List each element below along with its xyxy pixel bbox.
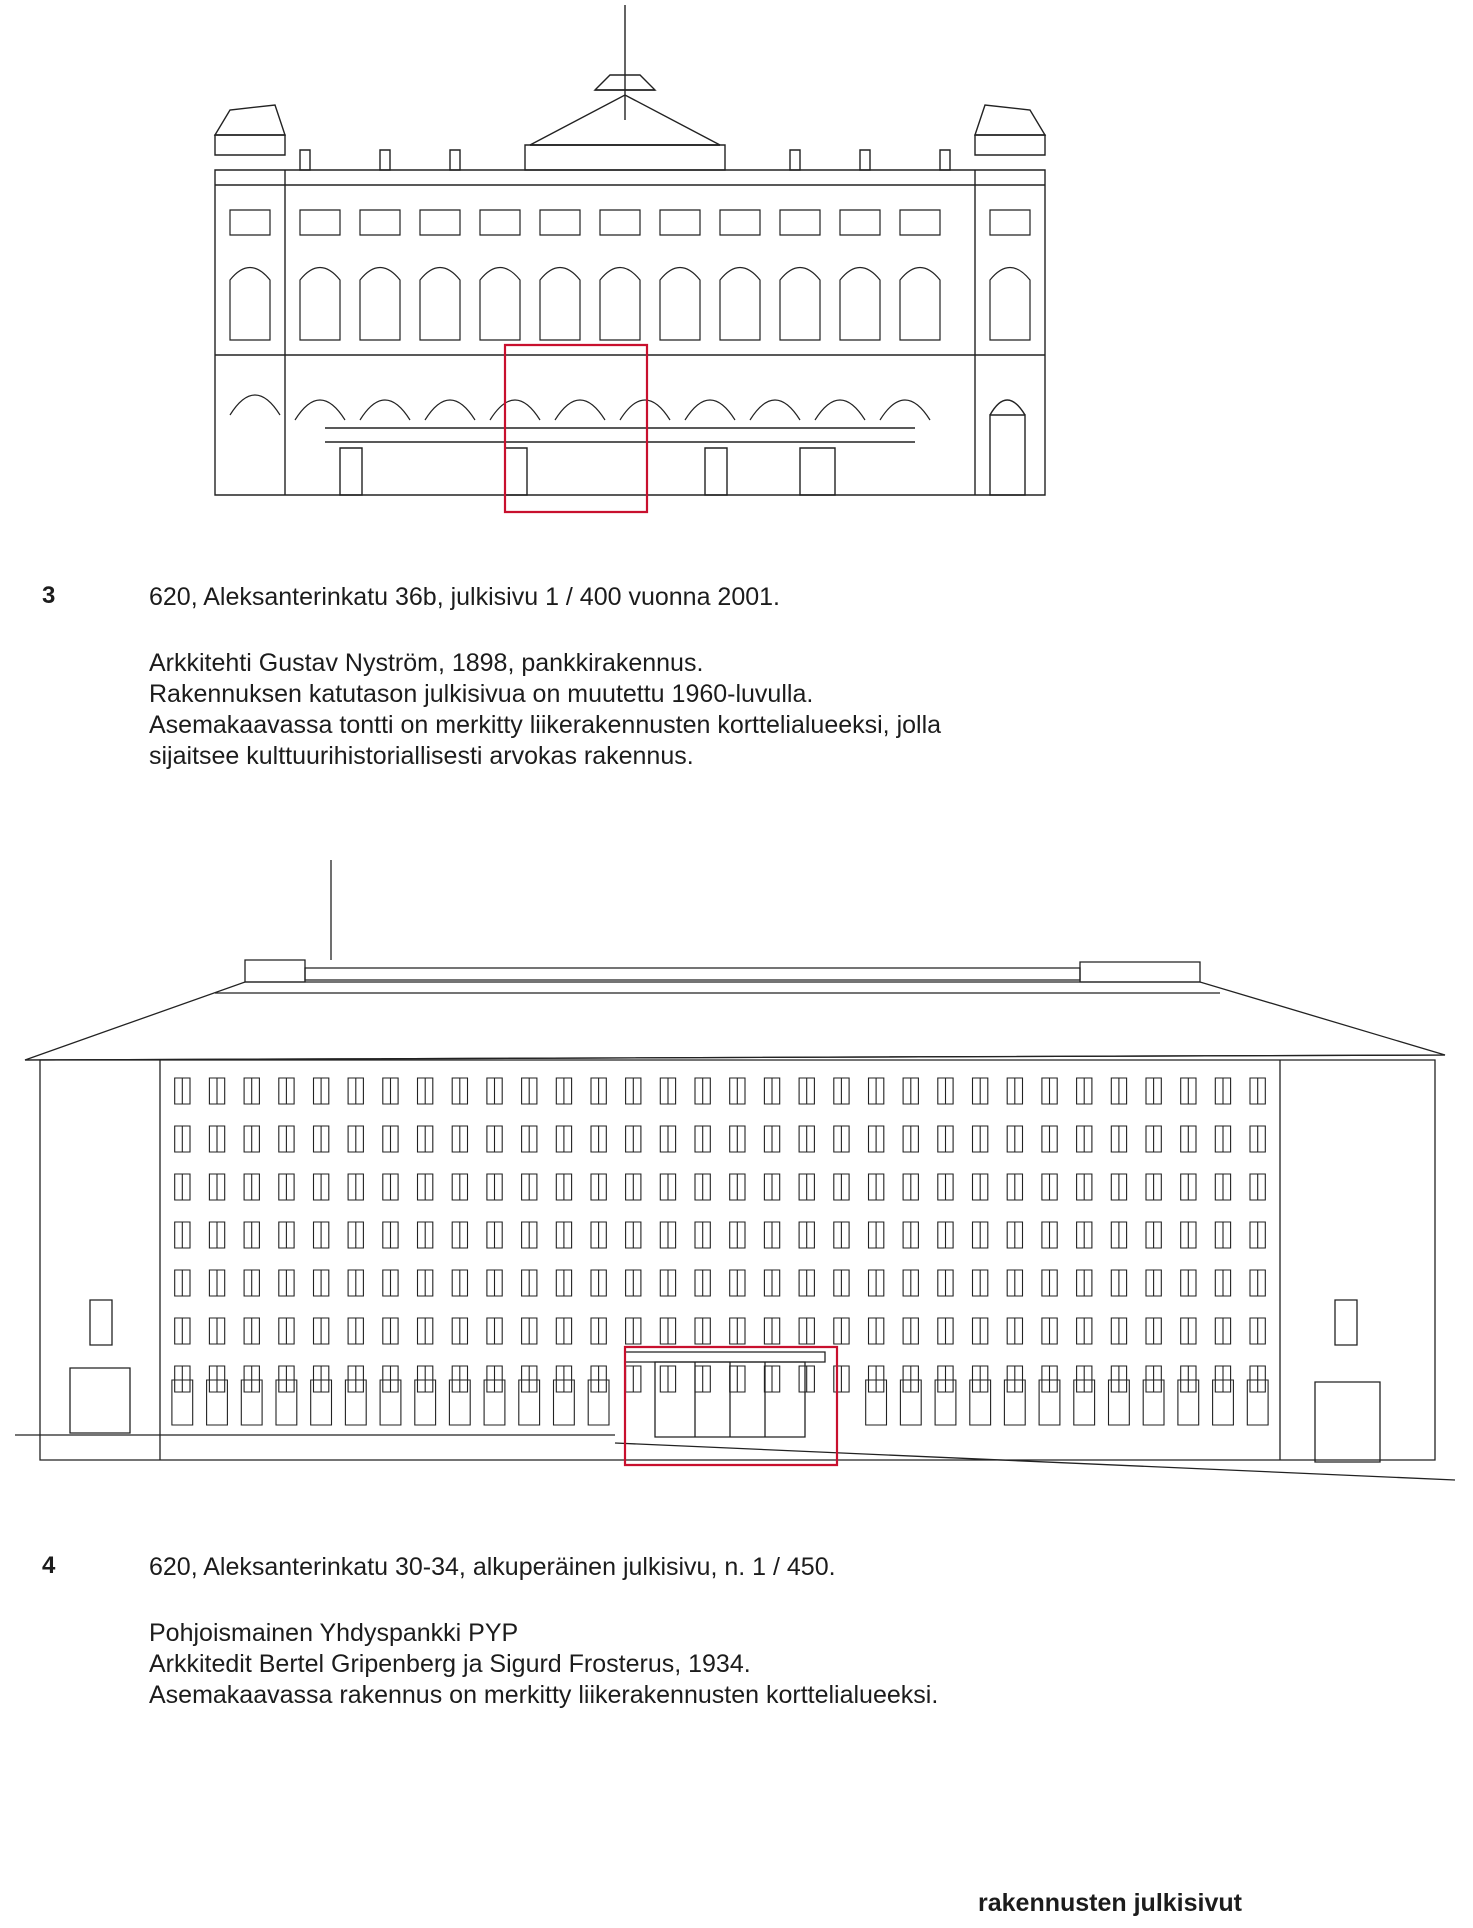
figure-3-line-2: Rakennuksen katutason julkisivua on muutettu 1960-luvulla. [149, 680, 814, 708]
figure-3-line-3: Asemakaavassa tontti on merkitty liikerakennusten korttelialueeksi, jolla [149, 711, 942, 739]
figure-4-line-2: Arkkitedit Bertel Gripenberg ja Sigurd Frosterus, 1934. [149, 1650, 751, 1678]
facade-drawing-aleksanterinkatu-36b [200, 0, 1060, 520]
facade-drawing-aleksanterinkatu-30-34 [15, 860, 1460, 1500]
figure-3-line-4: sijaitsee kulttuurihistoriallisesti arvokas rakennus. [149, 742, 694, 770]
figure-4-line-3: Asemakaavassa rakennus on merkitty liikerakennusten korttelialueeksi. [149, 1681, 939, 1709]
figure-4-number: 4 [42, 1552, 56, 1579]
figure-3-line-1: Arkkitehti Gustav Nyström, 1898, pankkirakennus. [149, 649, 704, 677]
figure-3-number: 3 [42, 582, 56, 609]
page-footer: rakennusten julkisivut [978, 1889, 1242, 1917]
figure-4-line-1: Pohjoismainen Yhdyspankki PYP [149, 1619, 519, 1647]
figure-3-title: 620, Aleksanterinkatu 36b, julkisivu 1 / 400 vuonna 2001. [149, 583, 780, 611]
figure-4-title: 620, Aleksanterinkatu 30-34, alkuperäinen julkisivu, n. 1 / 450. [149, 1553, 836, 1581]
